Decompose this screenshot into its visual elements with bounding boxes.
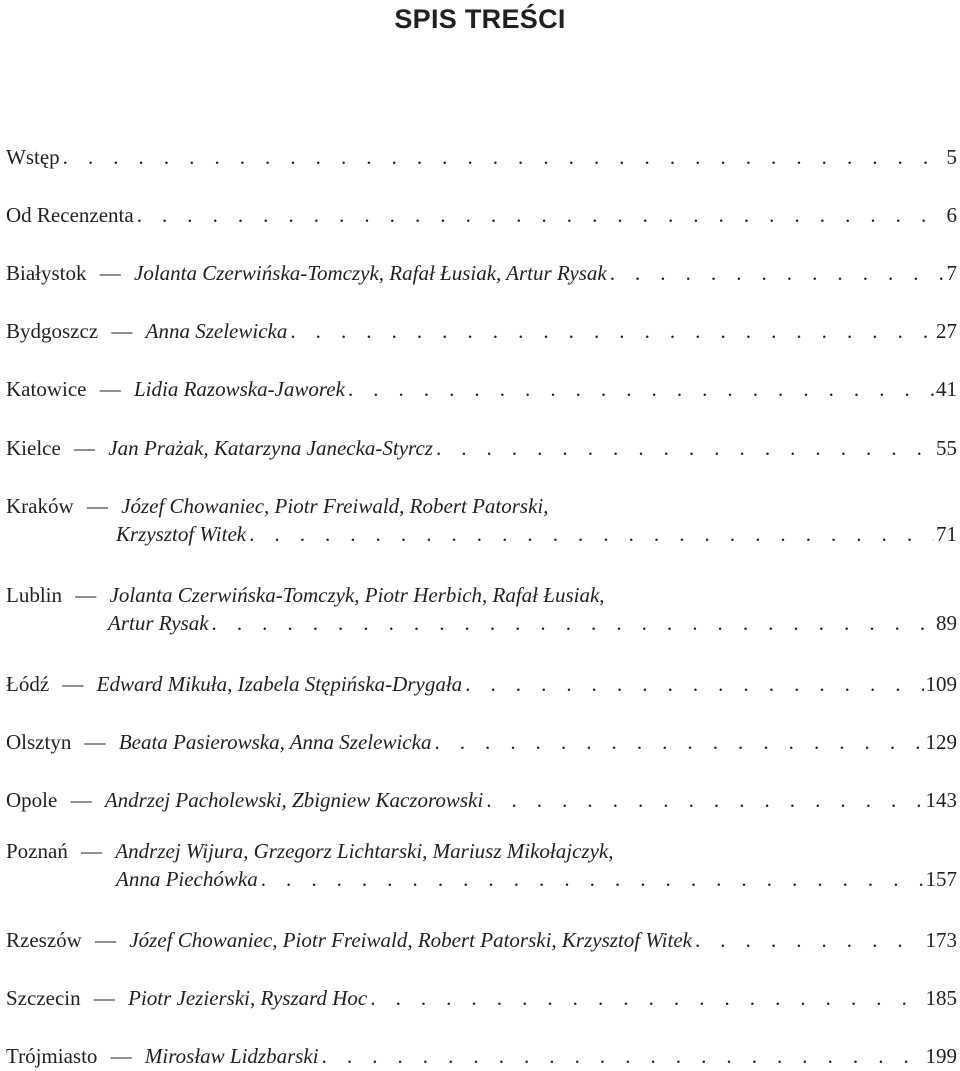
toc-line-continuation [6, 864, 957, 894]
toc-line [6, 669, 957, 699]
dot-leader [345, 374, 934, 404]
toc-entry-title: Wstęp [6, 145, 60, 169]
toc-entry-bialystok[interactable] [6, 258, 957, 288]
em-dash: — [86, 494, 108, 518]
dot-leader [258, 864, 924, 894]
toc-entry-city: Bydgoszcz [6, 319, 99, 343]
toc-entry-city: Kraków [6, 494, 74, 518]
toc-line [6, 316, 957, 346]
dot-leader [692, 925, 924, 955]
toc-entry-poznan[interactable] [6, 836, 957, 894]
toc-line [6, 433, 957, 463]
dot-leader [462, 669, 923, 699]
em-dash: — [93, 986, 115, 1010]
toc-entry-krakow[interactable] [6, 491, 957, 549]
toc-line [6, 142, 957, 172]
toc-page-number: 129 [925, 730, 957, 754]
toc-line [6, 258, 957, 288]
toc-entry-katowice[interactable] [6, 374, 957, 404]
toc-page-number: 27 [936, 319, 957, 343]
toc-entry-authors: Anna Szelewicka [145, 319, 288, 343]
em-dash: — [81, 839, 103, 863]
toc-line [6, 580, 957, 610]
em-dash: — [70, 788, 92, 812]
em-dash: — [95, 928, 117, 952]
toc-line [6, 491, 957, 521]
dot-leader [433, 433, 934, 463]
toc-page-number: 5 [946, 145, 957, 169]
toc-entry-authors: Mirosław Lidzbarski [144, 1044, 319, 1068]
toc-entry-authors: Lidia Razowska-Jaworek [133, 377, 345, 401]
toc-entry-city: Trójmiasto [6, 1044, 98, 1068]
toc-entry-city: Rzeszów [6, 928, 82, 952]
toc-line [6, 785, 957, 815]
toc-entry-authors: Beata Pasierowska, Anna Szelewicka [118, 730, 432, 754]
dot-leader [607, 258, 945, 288]
toc-entry-od-recenzenta[interactable] [6, 200, 957, 230]
em-dash: — [99, 261, 121, 285]
toc-page-number: 7 [946, 261, 957, 285]
toc-entry-authors: Jolanta Czerwińska-Tomczyk, Rafał Łusiak, Artur Rysak [134, 261, 607, 285]
toc-entry-city: Poznań [6, 839, 68, 863]
toc-entry-szczecin[interactable] [6, 983, 957, 1013]
toc-entry-olsztyn[interactable] [6, 727, 957, 757]
toc-entry-lublin[interactable] [6, 580, 957, 638]
dot-leader [367, 983, 923, 1013]
toc-page-number: 41 [936, 377, 957, 401]
toc-page-number: 89 [936, 611, 957, 635]
toc-line [6, 983, 957, 1013]
toc-entry-city: Kielce [6, 436, 61, 460]
dot-leader [60, 142, 945, 172]
dot-leader [246, 519, 934, 549]
toc-page-number: 143 [925, 788, 957, 812]
toc-entry-bydgoszcz[interactable] [6, 316, 957, 346]
toc-line [6, 836, 957, 866]
em-dash: — [62, 672, 84, 696]
dot-leader [209, 608, 934, 638]
em-dash: — [84, 730, 106, 754]
toc-entry-title: Od Recenzenta [6, 203, 134, 227]
toc-entry-city: Białystok [6, 261, 87, 285]
toc-entry-authors: Edward Mikuła, Izabela Stępińska-Drygała [96, 672, 463, 696]
toc-page-number: 157 [925, 867, 957, 891]
page-title: SPIS TREŚCI [394, 4, 566, 34]
dot-leader [483, 785, 923, 815]
toc-entry-authors-continued: Krzysztof Witek [116, 522, 247, 546]
toc-entry-authors: Jolanta Czerwińska-Tomczyk, Piotr Herbich, Rafał Łusiak, [109, 583, 605, 607]
toc-page-number: 71 [936, 522, 957, 546]
em-dash: — [99, 377, 121, 401]
dot-leader [431, 727, 923, 757]
toc-entry-rzeszow[interactable] [6, 925, 957, 955]
toc-page-number: 6 [946, 203, 957, 227]
toc-page-number: 185 [925, 986, 957, 1010]
em-dash: — [110, 1044, 132, 1068]
toc-line [6, 200, 957, 230]
toc-entry-wstep[interactable] [6, 142, 957, 172]
toc-entry-city: Olsztyn [6, 730, 72, 754]
em-dash: — [111, 319, 133, 343]
toc-line [6, 1041, 957, 1071]
toc-entry-kielce[interactable] [6, 433, 957, 463]
toc-entry-city: Katowice [6, 377, 87, 401]
toc-page-number: 55 [936, 436, 957, 460]
toc-entry-authors: Andrzej Pacholewski, Zbigniew Kaczorowski [104, 788, 484, 812]
toc-entry-authors: Andrzej Wijura, Grzegorz Lichtarski, Mariusz Mikołajczyk, [115, 839, 614, 863]
toc-entry-authors: Józef Chowaniec, Piotr Freiwald, Robert Patorski, Krzysztof Witek [129, 928, 692, 952]
dot-leader [319, 1041, 924, 1071]
toc-entry-lodz[interactable] [6, 669, 957, 699]
toc-entry-authors: Piotr Jezierski, Ryszard Hoc [128, 986, 368, 1010]
toc-entry-opole[interactable] [6, 785, 957, 815]
toc-page-number: 199 [925, 1044, 957, 1068]
toc-entry-trojmiasto[interactable] [6, 1041, 957, 1071]
em-dash: — [74, 436, 96, 460]
dot-leader [134, 200, 945, 230]
toc-entry-city: Opole [6, 788, 58, 812]
toc-line [6, 727, 957, 757]
dot-leader [287, 316, 934, 346]
toc-page-number: 173 [925, 928, 957, 952]
toc-entry-authors: Jan Prażak, Katarzyna Janecka-Styrcz [108, 436, 433, 460]
toc-line [6, 374, 957, 404]
toc-entry-city: Łódź [6, 672, 50, 696]
toc-entry-authors-continued: Artur Rysak [108, 611, 209, 635]
toc-entry-authors: Józef Chowaniec, Piotr Freiwald, Robert Patorski, [121, 494, 549, 518]
toc-page-number: 109 [925, 672, 957, 696]
toc-line-continuation [6, 608, 957, 638]
em-dash: — [75, 583, 97, 607]
toc-entry-authors-continued: Anna Piechówka [116, 867, 258, 891]
toc-line-continuation [6, 519, 957, 549]
toc-line [6, 925, 957, 955]
toc-entry-city: Szczecin [6, 986, 81, 1010]
toc-entry-city: Lublin [6, 583, 62, 607]
